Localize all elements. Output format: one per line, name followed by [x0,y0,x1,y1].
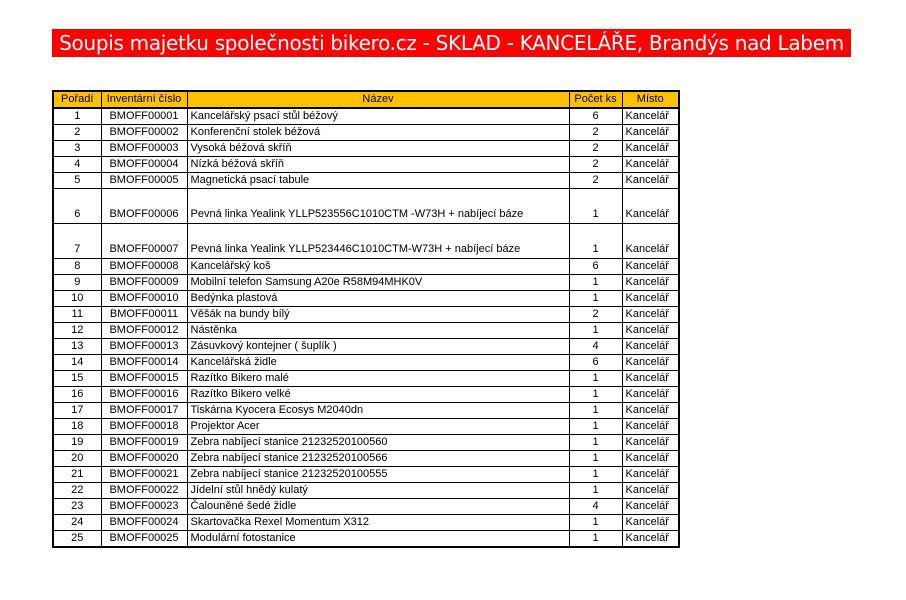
table-row [53,141,679,157]
cell-location: Kancelář [622,323,679,339]
cell-location: Kancelář [622,419,679,435]
cell-quantity: 2 [569,173,622,189]
cell-name: Nízká béžová skříň [187,157,569,173]
cell-inventory-number: BMOFF00025 [101,531,187,548]
cell-order: 3 [53,141,101,157]
cell-quantity: 4 [569,339,622,355]
cell-inventory-number: BMOFF00023 [101,499,187,515]
cell-name: Čalouněné šedé židle [187,499,569,515]
cell-inventory-number: BMOFF00021 [101,467,187,483]
table-row [53,467,679,483]
cell-name: Věšák na bundy bílý [187,307,569,323]
cell-inventory-number: BMOFF00013 [101,339,187,355]
cell-order: 5 [53,173,101,189]
cell-inventory-number: BMOFF00016 [101,387,187,403]
cell-location: Kancelář [622,515,679,531]
cell-location: Kancelář [622,371,679,387]
cell-quantity: 1 [569,189,622,224]
cell-order: 16 [53,387,101,403]
cell-order: 19 [53,435,101,451]
cell-quantity: 1 [569,387,622,403]
cell-name: Nástěnka [187,323,569,339]
cell-location: Kancelář [622,291,679,307]
cell-inventory-number: BMOFF00024 [101,515,187,531]
cell-name: Pevná linka Yealink YLLP523446C1010CTM-W73H + nabíjecí báze [187,224,569,259]
cell-quantity: 1 [569,483,622,499]
column-header-inventory-number: Inventární číslo [101,91,187,108]
cell-quantity: 1 [569,531,622,548]
cell-inventory-number: BMOFF00014 [101,355,187,371]
table-row [53,323,679,339]
cell-order: 22 [53,483,101,499]
cell-location: Kancelář [622,275,679,291]
cell-order: 25 [53,531,101,548]
cell-order: 8 [53,259,101,275]
cell-order: 21 [53,467,101,483]
table-row [53,157,679,173]
cell-location: Kancelář [622,173,679,189]
cell-name: Zebra nabíjecí stanice 21232520100555 [187,467,569,483]
cell-name: Konferenční stolek béžová [187,125,569,141]
cell-name: Tiskárna Kyocera Ecosys M2040dn [187,403,569,419]
table-row [53,224,679,259]
table-row [53,173,679,189]
cell-location: Kancelář [622,157,679,173]
cell-order: 23 [53,499,101,515]
cell-order: 18 [53,419,101,435]
cell-inventory-number: BMOFF00004 [101,157,187,173]
cell-name: Razítko Bikero velké [187,387,569,403]
table-row [53,125,679,141]
cell-name: Zebra nabíjecí stanice 21232520100566 [187,451,569,467]
cell-inventory-number: BMOFF00003 [101,141,187,157]
table-row [53,419,679,435]
cell-order: 14 [53,355,101,371]
cell-name: Bedýnka plastová [187,291,569,307]
cell-inventory-number: BMOFF00012 [101,323,187,339]
cell-quantity: 1 [569,371,622,387]
cell-location: Kancelář [622,355,679,371]
table-row [53,307,679,323]
cell-quantity: 1 [569,515,622,531]
cell-name: Jídelní stůl hnědý kulatý [187,483,569,499]
cell-name: Skartovačka Rexel Momentum X312 [187,515,569,531]
table-row [53,515,679,531]
cell-quantity: 1 [569,419,622,435]
table-row [53,189,679,224]
table-row [53,403,679,419]
cell-quantity: 2 [569,141,622,157]
cell-quantity: 1 [569,467,622,483]
table-row [53,108,679,125]
cell-inventory-number: BMOFF00008 [101,259,187,275]
page-title: Soupis majetku společnosti bikero.cz - SKLAD - KANCELÁŘE, Brandýs nad Labem [52,29,851,57]
cell-location: Kancelář [622,531,679,548]
cell-inventory-number: BMOFF00001 [101,108,187,125]
table-row [53,371,679,387]
table-row [53,291,679,307]
cell-inventory-number: BMOFF00011 [101,307,187,323]
cell-location: Kancelář [622,483,679,499]
cell-location: Kancelář [622,467,679,483]
cell-name: Pevná linka Yealink YLLP523556C1010CTM -W73H + nabíjecí báze [187,189,569,224]
cell-location: Kancelář [622,387,679,403]
cell-inventory-number: BMOFF00009 [101,275,187,291]
cell-name: Modulární fotostanice [187,531,569,548]
cell-quantity: 2 [569,307,622,323]
cell-inventory-number: BMOFF00002 [101,125,187,141]
cell-order: 10 [53,291,101,307]
cell-location: Kancelář [622,307,679,323]
cell-inventory-number: BMOFF00018 [101,419,187,435]
cell-inventory-number: BMOFF00005 [101,173,187,189]
cell-order: 11 [53,307,101,323]
cell-location: Kancelář [622,403,679,419]
table-row [53,531,679,548]
cell-name: Kancelářská židle [187,355,569,371]
cell-name: Kancelářský psací stůl béžový [187,108,569,125]
cell-order: 15 [53,371,101,387]
cell-location: Kancelář [622,224,679,259]
cell-inventory-number: BMOFF00017 [101,403,187,419]
cell-quantity: 4 [569,499,622,515]
column-header-location: Místo [622,91,679,108]
cell-order: 4 [53,157,101,173]
column-header-quantity: Počet ks [569,91,622,108]
cell-name: Magnetická psací tabule [187,173,569,189]
cell-inventory-number: BMOFF00010 [101,291,187,307]
table-row [53,275,679,291]
cell-name: Razítko Bikero malé [187,371,569,387]
cell-location: Kancelář [622,451,679,467]
cell-order: 1 [53,108,101,125]
inventory-table [52,90,680,548]
cell-quantity: 1 [569,323,622,339]
cell-order: 2 [53,125,101,141]
cell-name: Zásuvkový kontejner ( šuplík ) [187,339,569,355]
cell-order: 9 [53,275,101,291]
table-row [53,483,679,499]
cell-name: Mobilní telefon Samsung A20e R58M94MHK0V [187,275,569,291]
table-row [53,499,679,515]
cell-quantity: 1 [569,291,622,307]
cell-inventory-number: BMOFF00006 [101,189,187,224]
cell-order: 17 [53,403,101,419]
table-row [53,387,679,403]
cell-order: 24 [53,515,101,531]
cell-location: Kancelář [622,259,679,275]
cell-location: Kancelář [622,339,679,355]
cell-inventory-number: BMOFF00015 [101,371,187,387]
cell-location: Kancelář [622,189,679,224]
cell-order: 7 [53,224,101,259]
table-row [53,451,679,467]
cell-quantity: 2 [569,125,622,141]
cell-order: 13 [53,339,101,355]
table-row [53,259,679,275]
cell-order: 20 [53,451,101,467]
cell-location: Kancelář [622,141,679,157]
cell-quantity: 6 [569,108,622,125]
cell-location: Kancelář [622,125,679,141]
cell-inventory-number: BMOFF00020 [101,451,187,467]
cell-quantity: 6 [569,259,622,275]
cell-quantity: 1 [569,275,622,291]
cell-quantity: 1 [569,403,622,419]
cell-location: Kancelář [622,435,679,451]
cell-location: Kancelář [622,108,679,125]
cell-name: Projektor Acer [187,419,569,435]
cell-inventory-number: BMOFF00019 [101,435,187,451]
cell-name: Kancelářský koš [187,259,569,275]
cell-inventory-number: BMOFF00022 [101,483,187,499]
cell-location: Kancelář [622,499,679,515]
cell-name: Zebra nabíjecí stanice 21232520100560 [187,435,569,451]
cell-quantity: 2 [569,157,622,173]
cell-order: 6 [53,189,101,224]
table-row [53,339,679,355]
table-row [53,355,679,371]
column-header-order: Pořadí [53,91,101,108]
cell-inventory-number: BMOFF00007 [101,224,187,259]
table-row [53,435,679,451]
cell-quantity: 1 [569,451,622,467]
cell-order: 12 [53,323,101,339]
cell-quantity: 1 [569,224,622,259]
cell-quantity: 6 [569,355,622,371]
table-header-row [53,91,679,108]
cell-name: Vysoká béžová skříň [187,141,569,157]
column-header-name: Název [187,91,569,108]
cell-quantity: 1 [569,435,622,451]
